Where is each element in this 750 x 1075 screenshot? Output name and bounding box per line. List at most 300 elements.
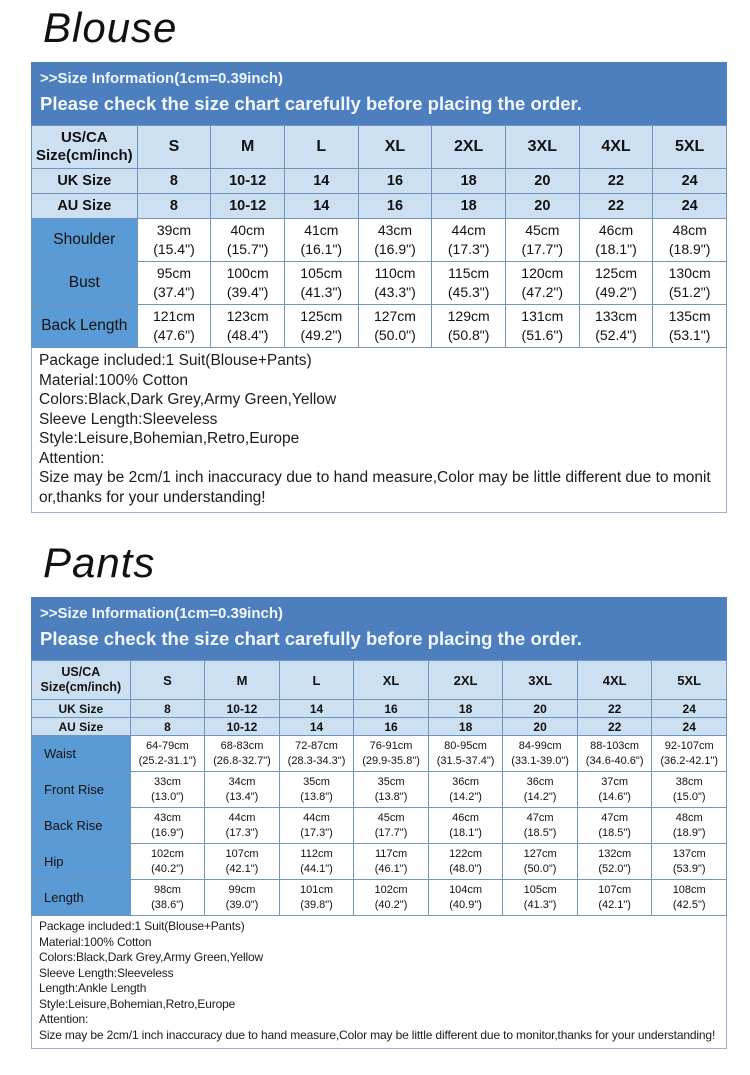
measurement-cm: 129cm [447, 308, 490, 324]
size-value-cell: 18 [428, 700, 503, 718]
measurement-cm: 80-95cm [444, 739, 487, 752]
measurement-label: Hip [32, 844, 131, 880]
measurement-inch: (16.9") [151, 826, 184, 839]
size-col-header: 2XL [432, 126, 506, 169]
size-value-cell: 20 [505, 169, 579, 194]
measurement-cell [505, 219, 579, 262]
corner-line-1: US/CA [60, 129, 108, 146]
note-line: Package included:1 Suit(Blouse+Pants) [39, 352, 312, 369]
size-col-header: XL [354, 661, 429, 700]
measurement-row [32, 844, 727, 880]
row-label: UK Size [32, 169, 138, 194]
measurement-cm: 45cm [377, 811, 405, 824]
measurement-inch: (18.5") [523, 826, 557, 839]
measurement-cm: 43cm [154, 811, 181, 824]
measurement-cell [354, 736, 429, 772]
size-value-cell: 10-12 [205, 718, 280, 736]
note-line: Length:Ankle Length [39, 981, 147, 995]
size-conversion-row [32, 718, 727, 736]
measurement-cell [354, 808, 429, 844]
section-blouse [31, 4, 727, 513]
measurement-cm: 115cm [448, 265, 490, 281]
measurement-cm: 123cm [226, 308, 269, 324]
measurement-inch: (48.4") [226, 327, 269, 343]
measurement-cm: 46cm [452, 811, 480, 824]
measurement-label: Back Length [32, 305, 138, 348]
measurement-cm: 127cm [373, 308, 416, 324]
measurement-inch: (45.3") [447, 284, 490, 300]
note-line: Size may be 2cm/1 inch inaccuracy due to hand measure,Color may be little different due to monitor,thanks for your understanding! [39, 469, 711, 506]
measurement-inch: (17.3") [300, 826, 333, 839]
size-value-cell: 20 [503, 700, 578, 718]
measurement-cell [577, 772, 652, 808]
measurement-inch: (18.5") [598, 826, 631, 839]
size-table [31, 125, 727, 348]
measurement-inch: (49.2") [595, 284, 637, 300]
corner-line-1: US/CA [61, 665, 101, 679]
measurement-inch: (51.2") [668, 284, 711, 300]
measurement-cm: 88-103cm [590, 739, 640, 752]
measurement-row [32, 736, 727, 772]
measurement-inch: (39.0") [225, 898, 259, 911]
size-info-bar [31, 62, 727, 125]
note-line: Style:Leisure,Bohemian,Retro,Europe [39, 996, 236, 1011]
measurement-cell [205, 844, 280, 880]
measurement-label: Waist [32, 736, 131, 772]
measurement-cell [284, 262, 358, 305]
measurement-cm: 101cm [300, 883, 334, 896]
measurement-cm: 37cm [601, 775, 629, 788]
measurement-cm: 84-99cm [518, 739, 562, 752]
measurement-cm: 33cm [154, 775, 181, 788]
measurement-cm: 39cm [156, 222, 192, 238]
size-value-cell: 8 [130, 700, 205, 718]
measurement-inch: (26.8-32.7") [213, 754, 271, 767]
note-line: Attention: [39, 1012, 89, 1026]
note-line: Colors:Black,Dark Grey,Army Green,Yellow [39, 391, 337, 408]
measurement-cell [279, 844, 354, 880]
measurement-inch: (34.6-40.6") [585, 754, 644, 767]
size-table-blouse [31, 125, 727, 348]
measurement-cm: 122cm [449, 847, 483, 860]
measurement-cm: 34cm [228, 775, 256, 788]
measurement-cell [652, 844, 727, 880]
size-value-cell: 10-12 [211, 194, 285, 219]
size-col-header: 3XL [505, 126, 579, 169]
size-value-cell: 22 [579, 169, 653, 194]
measurement-inch: (14.2") [523, 790, 557, 803]
size-header-row [32, 661, 727, 700]
measurement-cell [652, 736, 727, 772]
measurement-cell [358, 262, 432, 305]
measurement-cm: 110cm [374, 265, 416, 281]
measurement-cm: 104cm [449, 883, 483, 896]
size-col-header: L [284, 126, 358, 169]
measurement-row [32, 305, 727, 348]
size-value-cell: 8 [137, 169, 211, 194]
measurement-cm: 92-107cm [664, 739, 714, 752]
measurement-cm: 98cm [154, 883, 181, 896]
measurement-cell [137, 262, 211, 305]
measurement-inch: (14.2") [449, 790, 482, 803]
size-col-header: S [130, 661, 205, 700]
measurement-inch: (36.2-42.1") [660, 754, 719, 767]
measurement-cm: 112cm [300, 847, 333, 860]
measurement-cm: 132cm [598, 847, 632, 860]
measurement-inch: (47.6") [153, 327, 195, 343]
size-value-cell: 18 [432, 169, 506, 194]
measurement-inch: (18.1") [449, 826, 482, 839]
size-value-cell: 16 [358, 194, 432, 219]
measurement-cell [211, 262, 285, 305]
measurement-cm: 95cm [156, 265, 192, 281]
measurement-inch: (50.8") [447, 327, 490, 343]
measurement-inch: (52.4") [595, 327, 637, 343]
measurement-cell [428, 772, 503, 808]
note-line: Sleeve Length:Sleeveless [39, 410, 218, 428]
measurement-row [32, 262, 727, 305]
measurement-cm: 107cm [225, 847, 259, 860]
measurement-label: Front Rise [32, 772, 131, 808]
measurement-cm: 48cm [675, 811, 703, 824]
measurement-inch: (50.0") [523, 862, 557, 875]
measurement-cell [130, 808, 205, 844]
measurement-cm: 47cm [601, 811, 629, 824]
measurement-cell [653, 262, 727, 305]
measurement-inch: (17.3") [447, 241, 490, 257]
size-info-heading: >>Size Information(1cm=0.39inch) [40, 605, 283, 622]
measurement-inch: (50.0") [374, 327, 416, 343]
size-value-cell: 14 [279, 718, 354, 736]
measurement-cm: 117cm [374, 847, 408, 860]
measurement-inch: (18.9") [672, 826, 706, 839]
measurement-inch: (38.6") [151, 898, 184, 911]
measurement-cell [205, 808, 280, 844]
measurement-cell [577, 808, 652, 844]
measurement-cm: 64-79cm [146, 739, 189, 752]
measurement-cell [358, 305, 432, 348]
section-title-pants: Pants [43, 539, 156, 586]
measurement-inch: (41.3") [523, 898, 557, 911]
measurement-cell [652, 772, 727, 808]
size-col-header: 2XL [428, 661, 503, 700]
corner-line-2: Size(cm/inch) [40, 680, 122, 694]
measurement-cm: 76-91cm [369, 739, 413, 752]
size-value-cell: 22 [579, 194, 653, 219]
measurement-cell [652, 880, 727, 916]
measurement-inch: (25.2-31.1") [138, 754, 197, 767]
measurement-label: Shoulder [32, 219, 138, 262]
measurement-cell [137, 219, 211, 262]
measurement-inch: (41.3") [300, 284, 343, 300]
measurement-cm: 36cm [526, 775, 554, 788]
measurement-label: Back Rise [32, 808, 131, 844]
measurement-cm: 35cm [303, 775, 330, 788]
size-header-row [32, 126, 727, 169]
measurement-inch: (13.4") [225, 790, 259, 803]
measurement-inch: (48.0") [449, 862, 482, 875]
size-value-cell: 10-12 [211, 169, 285, 194]
note-line: Size may be 2cm/1 inch inaccuracy due to hand measure,Color may be little different due to monitor,thanks for your understanding! [39, 1027, 716, 1042]
measurement-cell [130, 880, 205, 916]
measurement-cm: 44cm [228, 811, 256, 824]
measurement-cm: 130cm [668, 265, 711, 281]
measurement-cm: 46cm [598, 222, 634, 238]
measurement-cm: 102cm [150, 847, 184, 860]
measurement-cell [130, 772, 205, 808]
measurement-cm: 120cm [521, 265, 564, 281]
measurement-cell [577, 844, 652, 880]
measurement-cm: 68-83cm [220, 739, 264, 752]
measurement-cell [284, 305, 358, 348]
size-value-cell: 18 [432, 194, 506, 219]
measurement-cell [279, 808, 354, 844]
measurement-cell [505, 262, 579, 305]
row-label: AU Size [32, 718, 131, 736]
measurement-cell [211, 305, 285, 348]
note-line: Style:Leisure,Bohemian,Retro,Europe [39, 430, 300, 447]
measurement-cm: 100cm [226, 265, 269, 281]
measurement-cm: 44cm [451, 222, 486, 238]
measurement-inch: (17.3") [225, 826, 259, 839]
measurement-cm: 99cm [228, 883, 256, 896]
measurement-inch: (29.9-35.8") [362, 754, 420, 767]
measurement-inch: (16.1") [300, 241, 343, 257]
measurement-inch: (53.1") [668, 327, 711, 343]
measurement-cell [205, 772, 280, 808]
measurement-cell [652, 808, 727, 844]
measurement-cell [653, 219, 727, 262]
measurement-cell [358, 219, 432, 262]
size-value-cell: 8 [137, 194, 211, 219]
measurement-inch: (37.4") [153, 284, 195, 300]
measurement-cm: 108cm [672, 883, 706, 896]
measurement-cm: 47cm [526, 811, 554, 824]
measurement-cell [505, 305, 579, 348]
size-conversion-row [32, 194, 727, 219]
measurement-cm: 125cm [300, 308, 343, 324]
size-col-header: M [205, 661, 280, 700]
size-info-heading: >>Size Information(1cm=0.39inch) [40, 70, 283, 87]
measurement-cm: 38cm [675, 775, 703, 788]
measurement-cell [205, 880, 280, 916]
size-value-cell: 24 [653, 194, 727, 219]
measurement-cell [432, 262, 506, 305]
measurement-cell [354, 844, 429, 880]
size-col-header: 5XL [652, 661, 727, 700]
corner-line-2: Size(cm/inch) [35, 147, 133, 164]
measurement-cell [130, 844, 205, 880]
measurement-inch: (40.2") [151, 862, 184, 875]
measurement-cell [432, 219, 506, 262]
measurement-inch: (44.1") [300, 862, 333, 875]
measurement-cm: 131cm [521, 308, 564, 324]
measurement-cell [428, 808, 503, 844]
measurement-cell [653, 305, 727, 348]
measurement-inch: (13.0") [151, 790, 184, 803]
measurement-cell [428, 736, 503, 772]
measurement-row [32, 880, 727, 916]
size-chart-warning: Please check the size chart carefully before placing the order. [40, 628, 582, 649]
size-value-cell: 14 [279, 700, 354, 718]
measurement-cell [577, 736, 652, 772]
measurement-cm: 105cm [300, 265, 343, 281]
measurement-label: Length [32, 880, 131, 916]
measurement-cm: 137cm [672, 847, 706, 860]
corner-cell [32, 126, 138, 169]
size-col-header: XL [358, 126, 432, 169]
measurement-cell [284, 219, 358, 262]
measurement-inch: (13.8") [374, 790, 408, 803]
size-col-header: 3XL [503, 661, 578, 700]
size-value-cell: 20 [503, 718, 578, 736]
size-col-header: 4XL [579, 126, 653, 169]
measurement-cm: 40cm [230, 222, 265, 238]
measurement-cell [205, 736, 280, 772]
measurement-cm: 127cm [523, 847, 557, 860]
measurement-cell [503, 772, 578, 808]
measurement-inch: (43.3") [374, 284, 416, 300]
size-value-cell: 8 [130, 718, 205, 736]
measurement-inch: (18.9") [668, 241, 711, 257]
note-line: Package included:1 Suit(Blouse+Pants) [39, 919, 245, 933]
measurement-row [32, 219, 727, 262]
measurement-cm: 41cm [304, 222, 339, 238]
measurement-cm: 133cm [594, 308, 637, 324]
measurement-cell [354, 880, 429, 916]
measurement-inch: (39.4") [226, 284, 269, 300]
size-value-cell: 20 [505, 194, 579, 219]
measurement-cell [577, 880, 652, 916]
size-col-header: S [137, 126, 211, 169]
measurement-inch: (15.4") [153, 241, 195, 257]
measurement-cell [503, 736, 578, 772]
measurement-inch: (28.3-34.3") [287, 754, 346, 767]
measurement-cell [428, 844, 503, 880]
measurement-inch: (13.8") [300, 790, 333, 803]
size-value-cell: 22 [577, 700, 652, 718]
size-value-cell: 16 [358, 169, 432, 194]
row-label: UK Size [32, 700, 131, 718]
size-table [31, 660, 727, 916]
measurement-cm: 44cm [303, 811, 330, 824]
size-col-header: 5XL [653, 126, 727, 169]
measurement-cell [279, 880, 354, 916]
size-col-header: L [279, 661, 354, 700]
measurement-row [32, 808, 727, 844]
size-value-cell: 24 [653, 169, 727, 194]
measurement-inch: (52.0") [598, 862, 631, 875]
measurement-cm: 105cm [523, 883, 557, 896]
row-label: AU Size [32, 194, 138, 219]
measurement-cell [579, 305, 653, 348]
size-info-bar [31, 597, 727, 660]
measurement-cell [428, 880, 503, 916]
measurement-cm: 35cm [377, 775, 405, 788]
measurement-cell [137, 305, 211, 348]
measurement-inch: (40.9") [449, 898, 482, 911]
measurement-label: Bust [32, 262, 138, 305]
section-pants [31, 539, 727, 1049]
measurement-inch: (42.1") [598, 898, 631, 911]
note-line: Sleeve Length:Sleeveless [39, 965, 174, 980]
note-line: Material:100% Cotton [39, 371, 189, 389]
size-value-cell: 14 [284, 169, 358, 194]
product-notes-blouse [31, 348, 727, 513]
measurement-inch: (47.2") [521, 284, 564, 300]
measurement-inch: (39.8") [300, 898, 333, 911]
measurement-cell [211, 219, 285, 262]
measurement-cm: 102cm [374, 883, 408, 896]
size-chart-warning: Please check the size chart carefully before placing the order. [40, 93, 582, 114]
measurement-cm: 107cm [598, 883, 632, 896]
size-value-cell: 24 [652, 700, 727, 718]
measurement-inch: (40.2") [374, 898, 408, 911]
size-value-cell: 16 [354, 700, 429, 718]
measurement-inch: (17.7") [521, 241, 564, 257]
measurement-inch: (53.9") [672, 862, 706, 875]
measurement-cell [503, 808, 578, 844]
note-line: Material:100% Cotton [39, 934, 152, 949]
page [31, 0, 727, 1049]
measurement-cell [503, 844, 578, 880]
measurement-inch: (51.6") [521, 327, 564, 343]
size-table-pants [31, 660, 727, 916]
measurement-inch: (16.9") [374, 241, 416, 257]
measurement-cm: 48cm [672, 222, 707, 238]
measurement-inch: (42.1") [225, 862, 259, 875]
measurement-inch: (15.0") [672, 790, 706, 803]
size-value-cell: 24 [652, 718, 727, 736]
measurement-cm: 45cm [525, 222, 560, 238]
measurement-cm: 135cm [668, 308, 711, 324]
measurement-cm: 125cm [594, 265, 637, 281]
size-col-header: M [211, 126, 285, 169]
measurement-cell [432, 305, 506, 348]
measurement-cell [354, 772, 429, 808]
note-line: Attention: [39, 449, 105, 467]
measurement-cell [279, 736, 354, 772]
section-title-blouse: Blouse [43, 4, 178, 51]
measurement-inch: (18.1") [595, 241, 637, 257]
measurement-cell [130, 736, 205, 772]
size-value-cell: 22 [577, 718, 652, 736]
measurement-inch: (14.6") [598, 790, 631, 803]
size-value-cell: 10-12 [205, 700, 280, 718]
measurement-cell [579, 262, 653, 305]
size-conversion-row [32, 700, 727, 718]
size-col-header: 4XL [577, 661, 652, 700]
measurement-inch: (42.5") [672, 898, 706, 911]
product-notes-pants [31, 916, 727, 1049]
measurement-cm: 43cm [377, 222, 413, 238]
measurement-inch: (33.1-39.0") [511, 754, 569, 767]
measurement-cell [579, 219, 653, 262]
note-line: Colors:Black,Dark Grey,Army Green,Yellow [39, 950, 264, 964]
measurement-inch: (46.1") [374, 862, 408, 875]
measurement-inch: (49.2") [300, 327, 343, 343]
measurement-cm: 121cm [152, 308, 195, 324]
size-value-cell: 14 [284, 194, 358, 219]
measurement-inch: (31.5-37.4") [436, 754, 495, 767]
size-value-cell: 18 [428, 718, 503, 736]
measurement-inch: (15.7") [226, 241, 269, 257]
measurement-cm: 72-87cm [295, 739, 338, 752]
size-value-cell: 16 [354, 718, 429, 736]
measurement-cell [279, 772, 354, 808]
corner-cell [32, 661, 131, 700]
measurement-row [32, 772, 727, 808]
